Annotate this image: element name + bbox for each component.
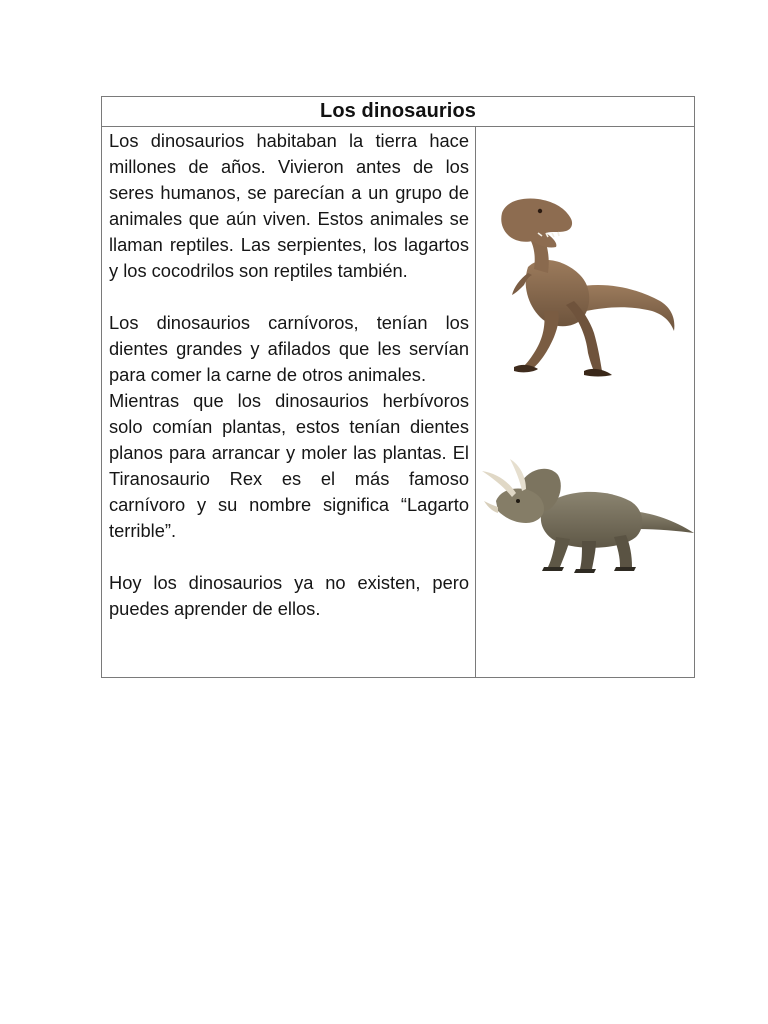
paragraph-intro: Los dinosaurios habitaban la tierra hace millones de años. Vivieron antes de los seres humanos, se parecían a un grupo de animales que aún viven. Estos animales se llaman reptiles. Las serpientes, los lagartos y los cocodrilos son reptiles también.	[109, 130, 469, 281]
image-column	[476, 127, 694, 677]
text-column	[102, 127, 476, 677]
title-row	[102, 97, 694, 127]
paragraph-herbivores: Mientras que los dinosaurios herbívoros solo comían plantas, estos tenían dientes planos para arrancar y moler las plantas. El Tiranosaurio Rex es el más famoso carnívoro y su nombre significa “Lagarto terrible”.	[109, 390, 469, 541]
paragraph-carnivores: Los dinosaurios carnívoros, tenían los dientes grandes y afilados que les servían para comer la carne de otros animales.	[109, 312, 469, 385]
trex-image	[488, 189, 684, 389]
dinosaur-document-table	[101, 96, 695, 678]
paragraph-conclusion: Hoy los dinosaurios ya no existen, pero puedes aprender de ellos.	[109, 572, 469, 619]
document-title: Los dinosaurios	[320, 100, 476, 122]
triceratops-image	[482, 457, 696, 575]
